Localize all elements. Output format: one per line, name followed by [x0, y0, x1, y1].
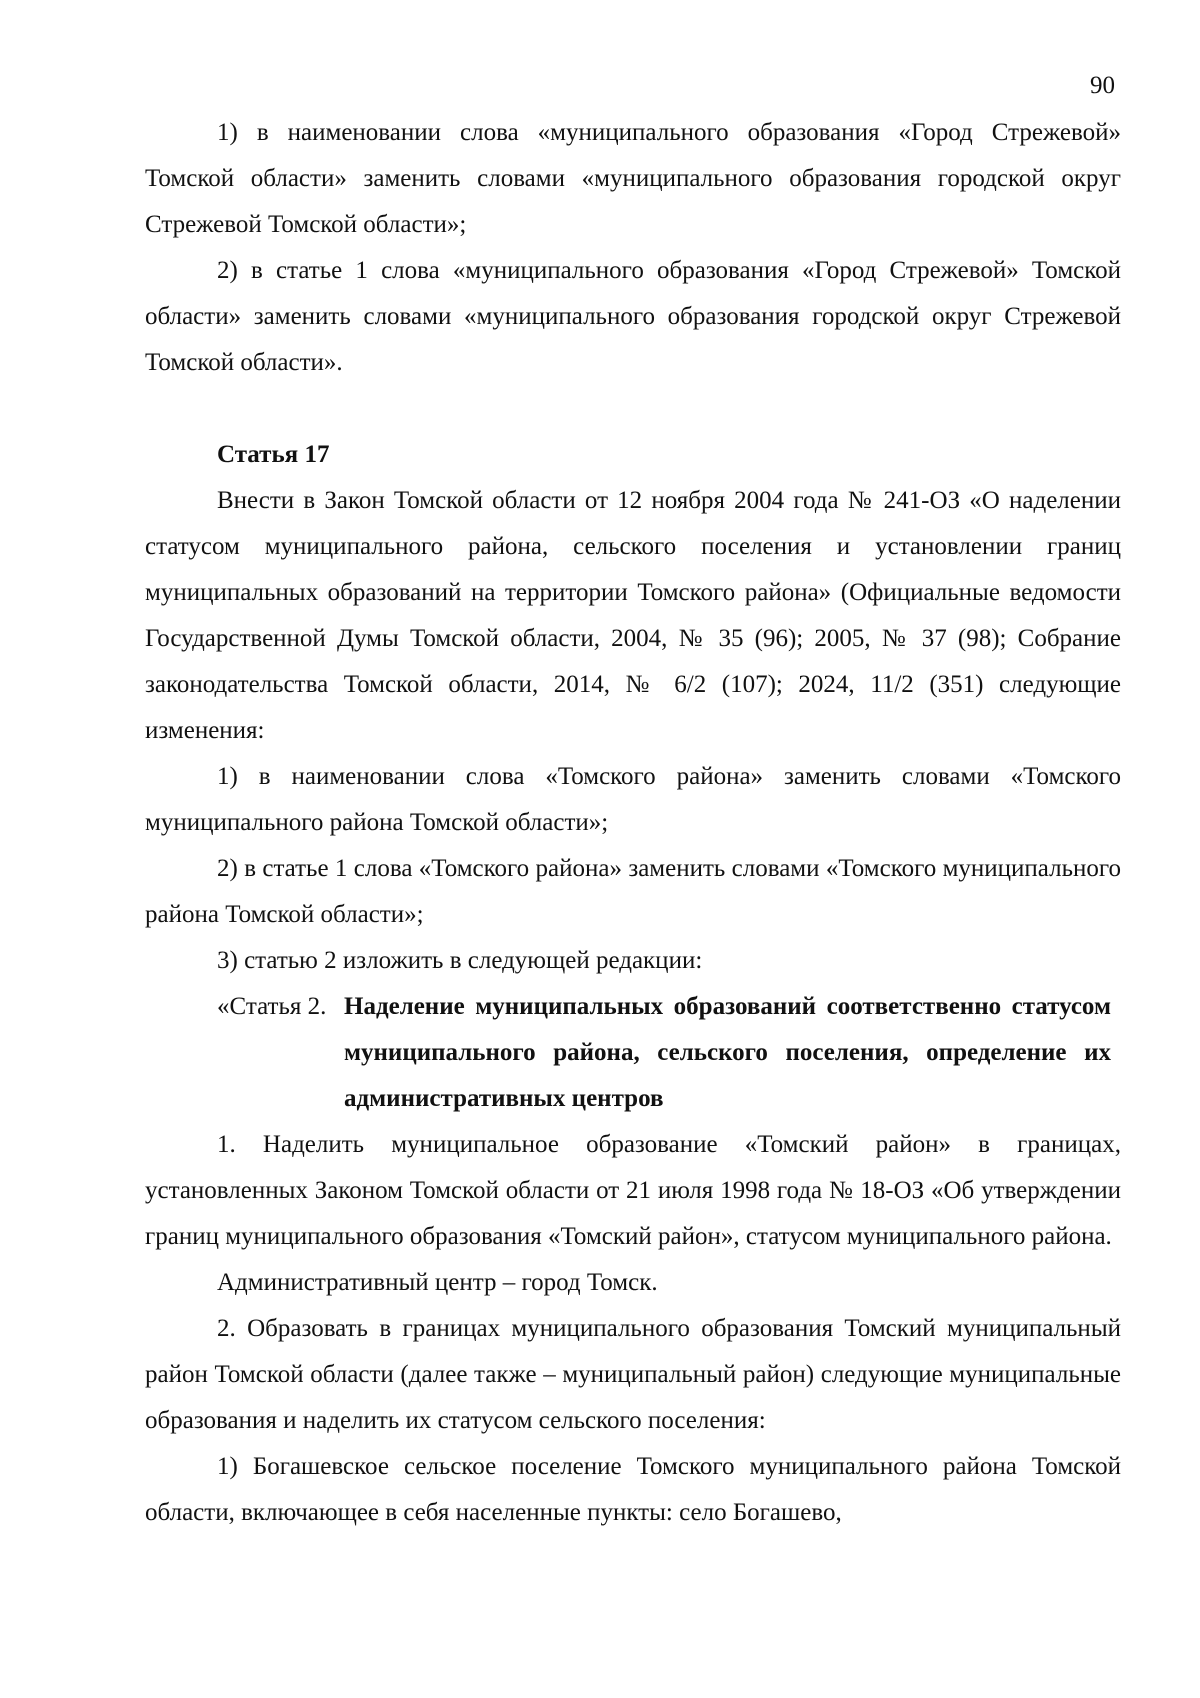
list-item: 1) в наименовании слова «муниципального образования «Город Стрежевой» Томской области» заменить словами «муниципального образования городской округ Стрежевой Томской области»;	[145, 119, 1121, 238]
new-article-prefix: «Статья 2.	[217, 993, 327, 1020]
list-item: 1) в наименовании слова «Томского района» заменить словами «Томского муниципального района Томской области»;	[145, 763, 1121, 836]
spacer	[145, 386, 1121, 432]
list-item: 2) в статье 1 слова «Томского района» заменить словами «Томского муниципального района Томской области»;	[145, 855, 1121, 928]
new-article-title: Наделение муниципальных образований соответственно статусом муниципального района, сельского поселения, определение их административных центров	[344, 993, 1111, 1112]
list-item: 2) в статье 1 слова «муниципального образования «Город Стрежевой» Томской области» заменить словами «муниципального образования городской округ Стрежевой Томской области».	[145, 257, 1121, 376]
paragraph: 1. Наделить муниципальное образование «Томский район» в границах, установленных Законом Томской области от 21 июля 1998 года № 18-ОЗ «Об утверждении границ муниципального образования «Томский район», статусом муниципального района.	[145, 1131, 1121, 1250]
document-body	[145, 110, 1121, 1536]
new-article-heading	[145, 984, 1121, 1122]
paragraph: Административный центр – город Томск.	[217, 1269, 658, 1296]
paragraph: 2. Образовать в границах муниципального образования Томский муниципальный район Томской области (далее также – муниципальный район) следующие муниципальные образования и наделить их статусом сельского поселения:	[145, 1315, 1121, 1434]
page-number: 90	[1090, 72, 1115, 99]
article-heading: Статья 17	[217, 441, 330, 468]
article-intro: Внести в Закон Томской области от 12 ноября 2004 года № 241-ОЗ «О наделении статусом муниципального района, сельского поселения и установлении границ муниципальных образований на территории Томского района» (Официальные ведомости Государственной Думы Томской области, 2004, № 35 (96); 2005, № 37 (98); Собрание законодательства Томской области, 2014, № 6/2 (107); 2024, 11/2 (351) следующие изменения:	[145, 487, 1121, 744]
list-item: 3) статью 2 изложить в следующей редакции:	[217, 947, 703, 974]
paragraph: 1) Богашевское сельское поселение Томского муниципального района Томской области, включающее в себя населенные пункты: село Богашево,	[145, 1453, 1121, 1526]
